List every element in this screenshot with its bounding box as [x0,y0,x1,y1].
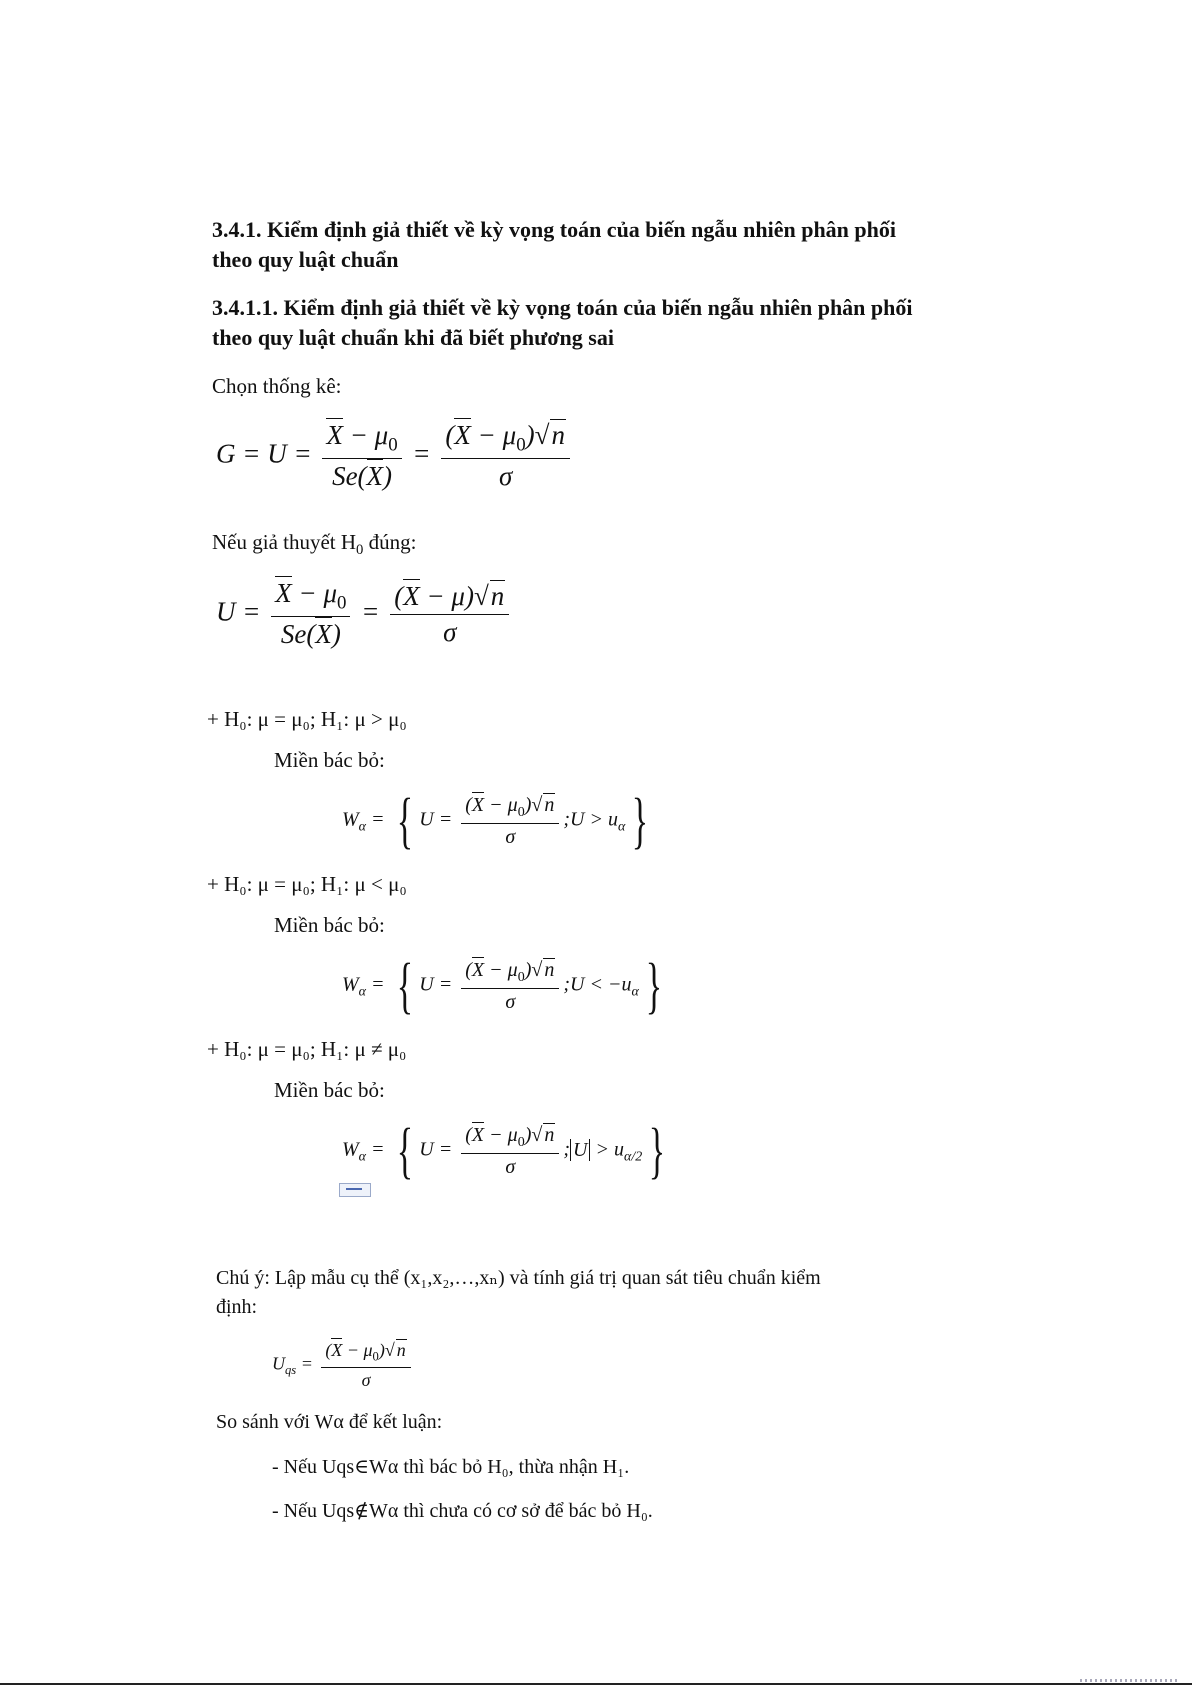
hypothesis-2: + H₀: μ = μ₀; H₁: μ < μ₀ [207,872,407,896]
note-line-2: định: [216,1296,258,1318]
hypothesis-1: + H₀: μ = μ₀; H₁: μ > μ₀ [207,707,407,731]
conclusion-bullet-1: - Nếu Uqs∈Wα thì bác bỏ H₀, thừa nhận H₁. [272,1456,630,1478]
statistic-formula: G = U = $\frac{X - \mu_0}{Se(X)}$ = $\frac{(X - \mu_0)√n}{\sigma}$ [216,420,574,492]
reject-region-label-3: Miền bác bỏ: [274,1078,385,1102]
hypothesis-3: + H₀: μ = μ₀; H₁: μ ≠ μ₀ [207,1037,407,1061]
conclusion-bullet-2: - Nếu Uqs∉Wα thì chưa có cơ sở để bác bỏ H₀. [272,1500,653,1522]
observed-statistic-formula: $U_{qs}$ = $\frac{(X - \mu_0)√ n}{\sigma}$ [272,1340,415,1391]
subsection-heading-line2: theo quy luật chuẩn khi đã biết phương sai [212,325,614,350]
rejection-region-formula-1: $W_\alpha$ = { U = $\frac{(X - \mu_0)√ n}{\sigma}$ ;U > $u_\alpha$ } [342,787,649,855]
section-heading-line2: theo quy luật chuẩn [212,247,399,272]
reject-region-label-1: Miền bác bỏ: [274,748,385,772]
u-formula: U = $\frac{X - \mu_0}{Se(X)}$ = $\frac{(X - \mu)√n}{\sigma}$ [216,578,513,650]
reject-region-label-2: Miền bác bỏ: [274,913,385,937]
subsection-heading-line1: 3.4.1.1. Kiểm định giả thiết về kỳ vọng toán của biến ngẫu nhiên phân phối [212,295,913,320]
note-line-1: Chú ý: Lập mẫu cụ thể (x₁,x₂,…,xₙ) và tính giá trị quan sát tiêu chuẩn kiểm [216,1267,821,1289]
section-heading-line1: 3.4.1. Kiểm định giả thiết về kỳ vọng toán của biến ngẫu nhiên phân phối [212,217,896,242]
if-h0-true-text: Nếu giả thuyết $H_0$ đúng: [212,530,417,559]
rejection-region-formula-3: $W_\alpha$ = { U = $\frac{(X - \mu_0)√ n}{\sigma}$ ; $U > u_{\alpha/2}$ } [342,1117,666,1185]
choose-statistic-text: Chọn thống kê: [212,374,342,398]
rejection-region-formula-2: $W_\alpha$ = { U = $\frac{(X - \mu_0)√ n}{\sigma}$ ;U < $-u_\alpha$ } [342,952,662,1020]
embedded-object-icon [339,1183,371,1197]
corner-artifact [1080,1679,1180,1682]
compare-text: So sánh với Wα để kết luận: [216,1411,443,1433]
